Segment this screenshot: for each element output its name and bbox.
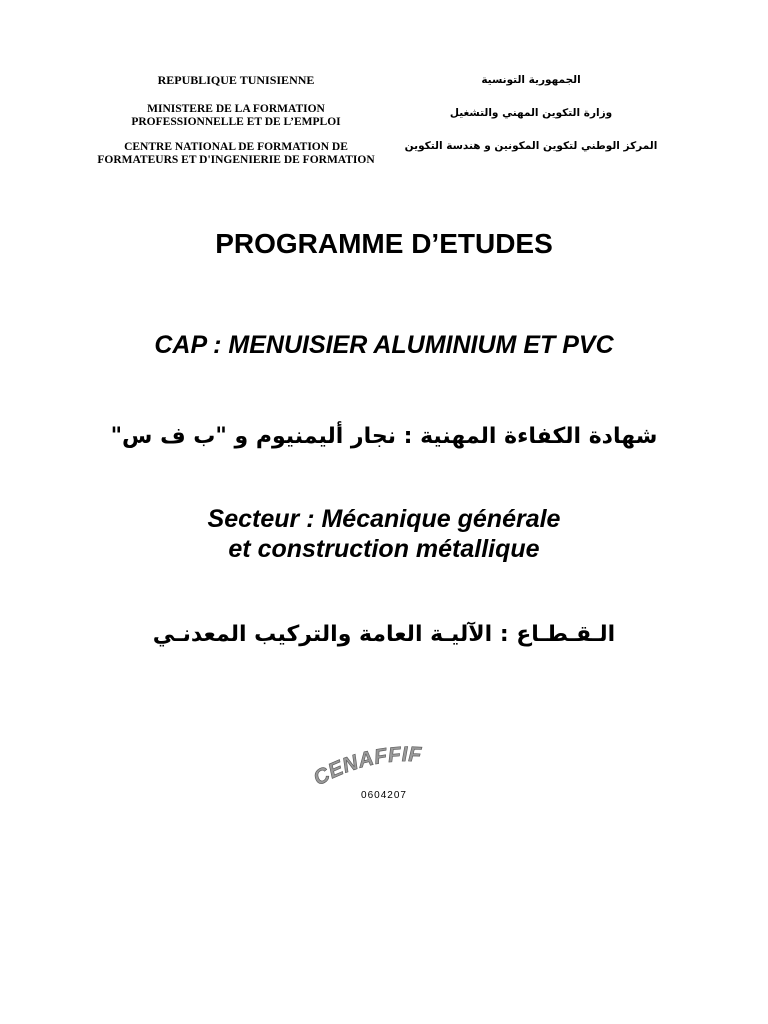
sector-title (0, 504, 768, 564)
centre-line-1: CENTRE NATIONAL DE FORMATION DE (124, 141, 348, 153)
ministry-line-1: MINISTERE DE LA FORMATION (147, 103, 325, 115)
cap-title: CAP : MENUISIER ALUMINIUM ET PVC (154, 331, 614, 359)
cap-title-ar: شهادة الكفاءة المهنية : نجار أليمنيوم و "ب ف س" (110, 424, 658, 449)
sector-title-ar: الـقـطـاع : الآليـة العامة والتركيب المعدنـي (152, 622, 616, 647)
cenaffif-logo (310, 744, 460, 790)
country-name-fr: REPUBLIQUE TUNISIENNE (157, 73, 315, 87)
svg-text:CENAFFIF (310, 744, 423, 790)
logo-text: CENAFFIF (310, 744, 423, 790)
centre-line-2: FORMATEURS ET D'INGENIERIE DE FORMATION (97, 154, 375, 166)
sector-line-1: Secteur : Mécanique générale (207, 505, 561, 533)
header-left-block (88, 74, 384, 179)
ministry-name-fr (88, 103, 384, 129)
program-code: 0604207 (361, 790, 407, 801)
centre-name-ar: المركز الوطني لتكوين المكونين و هندسة التكوين (404, 140, 658, 152)
header-right-block (400, 74, 662, 153)
document-title: PROGRAMME D’ETUDES (215, 228, 553, 259)
centre-name-fr (88, 141, 384, 167)
ministry-line-2: PROFESSIONNELLE ET DE L’EMPLOI (131, 116, 341, 128)
country-name-ar: الجمهورية التونسية (481, 74, 581, 86)
sector-line-2: et construction métallique (228, 535, 540, 563)
ministry-name-ar: وزارة التكوين المهني والتشغيل (449, 107, 613, 119)
